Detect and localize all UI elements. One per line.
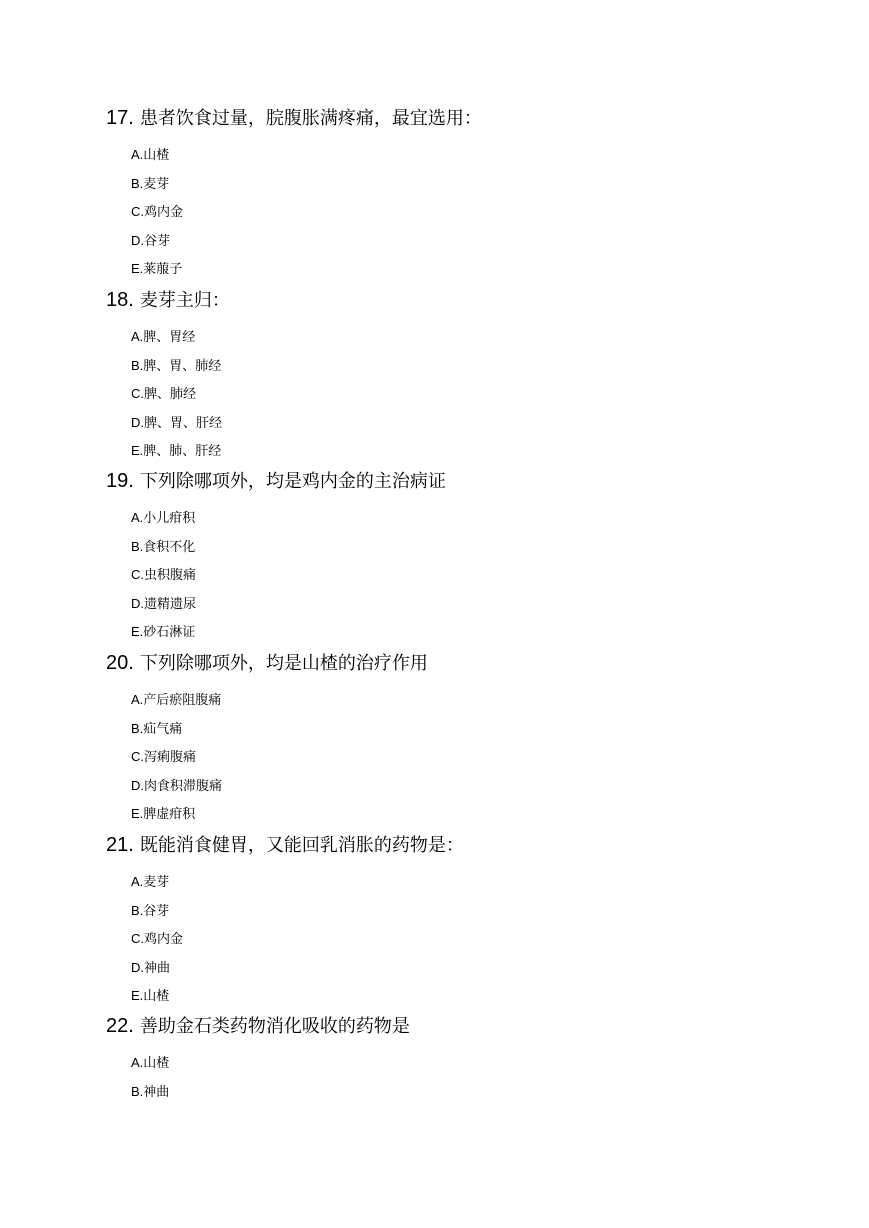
option-list — [131, 686, 826, 829]
option-text: 谷芽 — [143, 903, 170, 919]
option-b — [131, 897, 826, 926]
option-text: 莱菔子 — [143, 262, 183, 277]
option-letter: E. — [131, 624, 144, 639]
option-text: 山楂 — [143, 148, 170, 163]
option-letter: B. — [131, 720, 144, 736]
option-text: 脾、胃经 — [143, 330, 196, 345]
option-a — [131, 686, 826, 715]
option-list — [131, 504, 826, 647]
option-list — [131, 323, 826, 466]
question-number: 17. — [106, 107, 134, 129]
option-a — [131, 323, 826, 352]
option-letter: B. — [131, 1083, 144, 1099]
option-letter: C. — [131, 567, 144, 582]
option-text: 产后瘀阻腹痛 — [143, 693, 222, 708]
option-e — [131, 437, 826, 466]
question-22 — [106, 1011, 826, 1106]
option-text: 肉食积滞腹痛 — [144, 778, 223, 794]
option-d — [131, 227, 826, 256]
option-a — [131, 868, 826, 897]
option-letter: C. — [131, 749, 144, 764]
option-list — [131, 141, 826, 284]
option-d — [131, 590, 826, 619]
option-text: 麦芽 — [143, 875, 170, 890]
option-letter: C. — [131, 386, 144, 401]
option-text: 谷芽 — [144, 233, 171, 249]
option-text: 砂石淋证 — [143, 625, 196, 640]
option-text: 遗精遗尿 — [144, 596, 197, 612]
option-d — [131, 409, 826, 438]
option-e — [131, 982, 826, 1011]
option-text: 脾虚疳积 — [143, 807, 196, 822]
option-letter: B. — [131, 357, 144, 373]
option-b — [131, 715, 826, 744]
option-text: 泻痢腹痛 — [144, 750, 197, 765]
option-letter: A. — [131, 874, 144, 889]
option-d — [131, 954, 826, 983]
option-text: 脾、胃、肺经 — [143, 358, 222, 374]
question-21 — [106, 830, 826, 1011]
option-list — [131, 1049, 826, 1106]
option-text: 鸡内金 — [144, 205, 184, 220]
option-letter: E. — [131, 988, 144, 1003]
option-letter: A. — [131, 692, 144, 707]
question-17 — [106, 103, 826, 284]
option-letter: B. — [131, 538, 144, 554]
option-e — [131, 255, 826, 284]
question-number: 20. — [106, 652, 134, 674]
option-text: 脾、胃、肝经 — [144, 415, 223, 431]
option-letter: A. — [131, 147, 144, 162]
question-text: 既能消食健胃，又能回乳消胀的药物是： — [139, 835, 464, 856]
option-text: 小儿疳积 — [143, 511, 196, 526]
question-text: 下列除哪项外，均是鸡内金的主治病证 — [139, 471, 446, 492]
option-letter: B. — [131, 175, 144, 191]
question-text: 善助金石类药物消化吸收的药物是 — [139, 1016, 410, 1037]
option-text: 鸡内金 — [144, 932, 184, 947]
option-a — [131, 141, 826, 170]
question-text: 患者饮食过量，脘腹胀满疼痛，最宜选用： — [139, 108, 482, 129]
option-letter: D. — [131, 595, 144, 611]
option-text: 山楂 — [143, 1056, 170, 1071]
option-e — [131, 618, 826, 647]
question-number: 18. — [106, 289, 134, 311]
option-a — [131, 1049, 826, 1078]
option-text: 麦芽 — [143, 176, 170, 192]
option-b — [131, 533, 826, 562]
option-text: 神曲 — [144, 960, 171, 976]
question-text: 下列除哪项外，均是山楂的治疗作用 — [139, 653, 428, 674]
option-c — [131, 925, 826, 954]
question-title — [106, 466, 826, 496]
option-letter: D. — [131, 232, 144, 248]
option-text: 山楂 — [143, 989, 170, 1004]
question-number: 21. — [106, 834, 134, 856]
option-text: 虫积腹痛 — [144, 568, 197, 583]
option-text: 脾、肺经 — [144, 387, 197, 402]
question-title — [106, 103, 826, 133]
option-a — [131, 504, 826, 533]
question-19 — [106, 466, 826, 647]
option-letter: D. — [131, 959, 144, 975]
question-number: 19. — [106, 470, 134, 492]
option-c — [131, 380, 826, 409]
option-b — [131, 352, 826, 381]
option-c — [131, 743, 826, 772]
question-title — [106, 648, 826, 678]
option-letter: C. — [131, 931, 144, 946]
option-b — [131, 1078, 826, 1107]
option-text: 神曲 — [143, 1084, 170, 1100]
option-letter: E. — [131, 443, 144, 458]
option-letter: A. — [131, 510, 144, 525]
option-d — [131, 772, 826, 801]
option-letter: E. — [131, 261, 144, 276]
option-text: 食积不化 — [143, 539, 196, 555]
question-text: 麦芽主归： — [139, 290, 230, 311]
option-text: 脾、肺、肝经 — [143, 444, 222, 459]
option-e — [131, 800, 826, 829]
question-title — [106, 830, 826, 860]
question-number: 22. — [106, 1015, 134, 1037]
option-c — [131, 198, 826, 227]
question-20 — [106, 648, 826, 829]
option-letter: B. — [131, 902, 144, 918]
question-18 — [106, 285, 826, 466]
option-letter: D. — [131, 777, 144, 793]
option-letter: E. — [131, 806, 144, 821]
option-letter: A. — [131, 329, 144, 344]
option-letter: C. — [131, 204, 144, 219]
option-letter: A. — [131, 1055, 144, 1070]
question-title — [106, 1011, 826, 1041]
option-text: 疝气痛 — [143, 721, 183, 737]
option-b — [131, 170, 826, 199]
option-list — [131, 868, 826, 1011]
option-letter: D. — [131, 414, 144, 430]
question-title — [106, 285, 826, 315]
option-c — [131, 561, 826, 590]
